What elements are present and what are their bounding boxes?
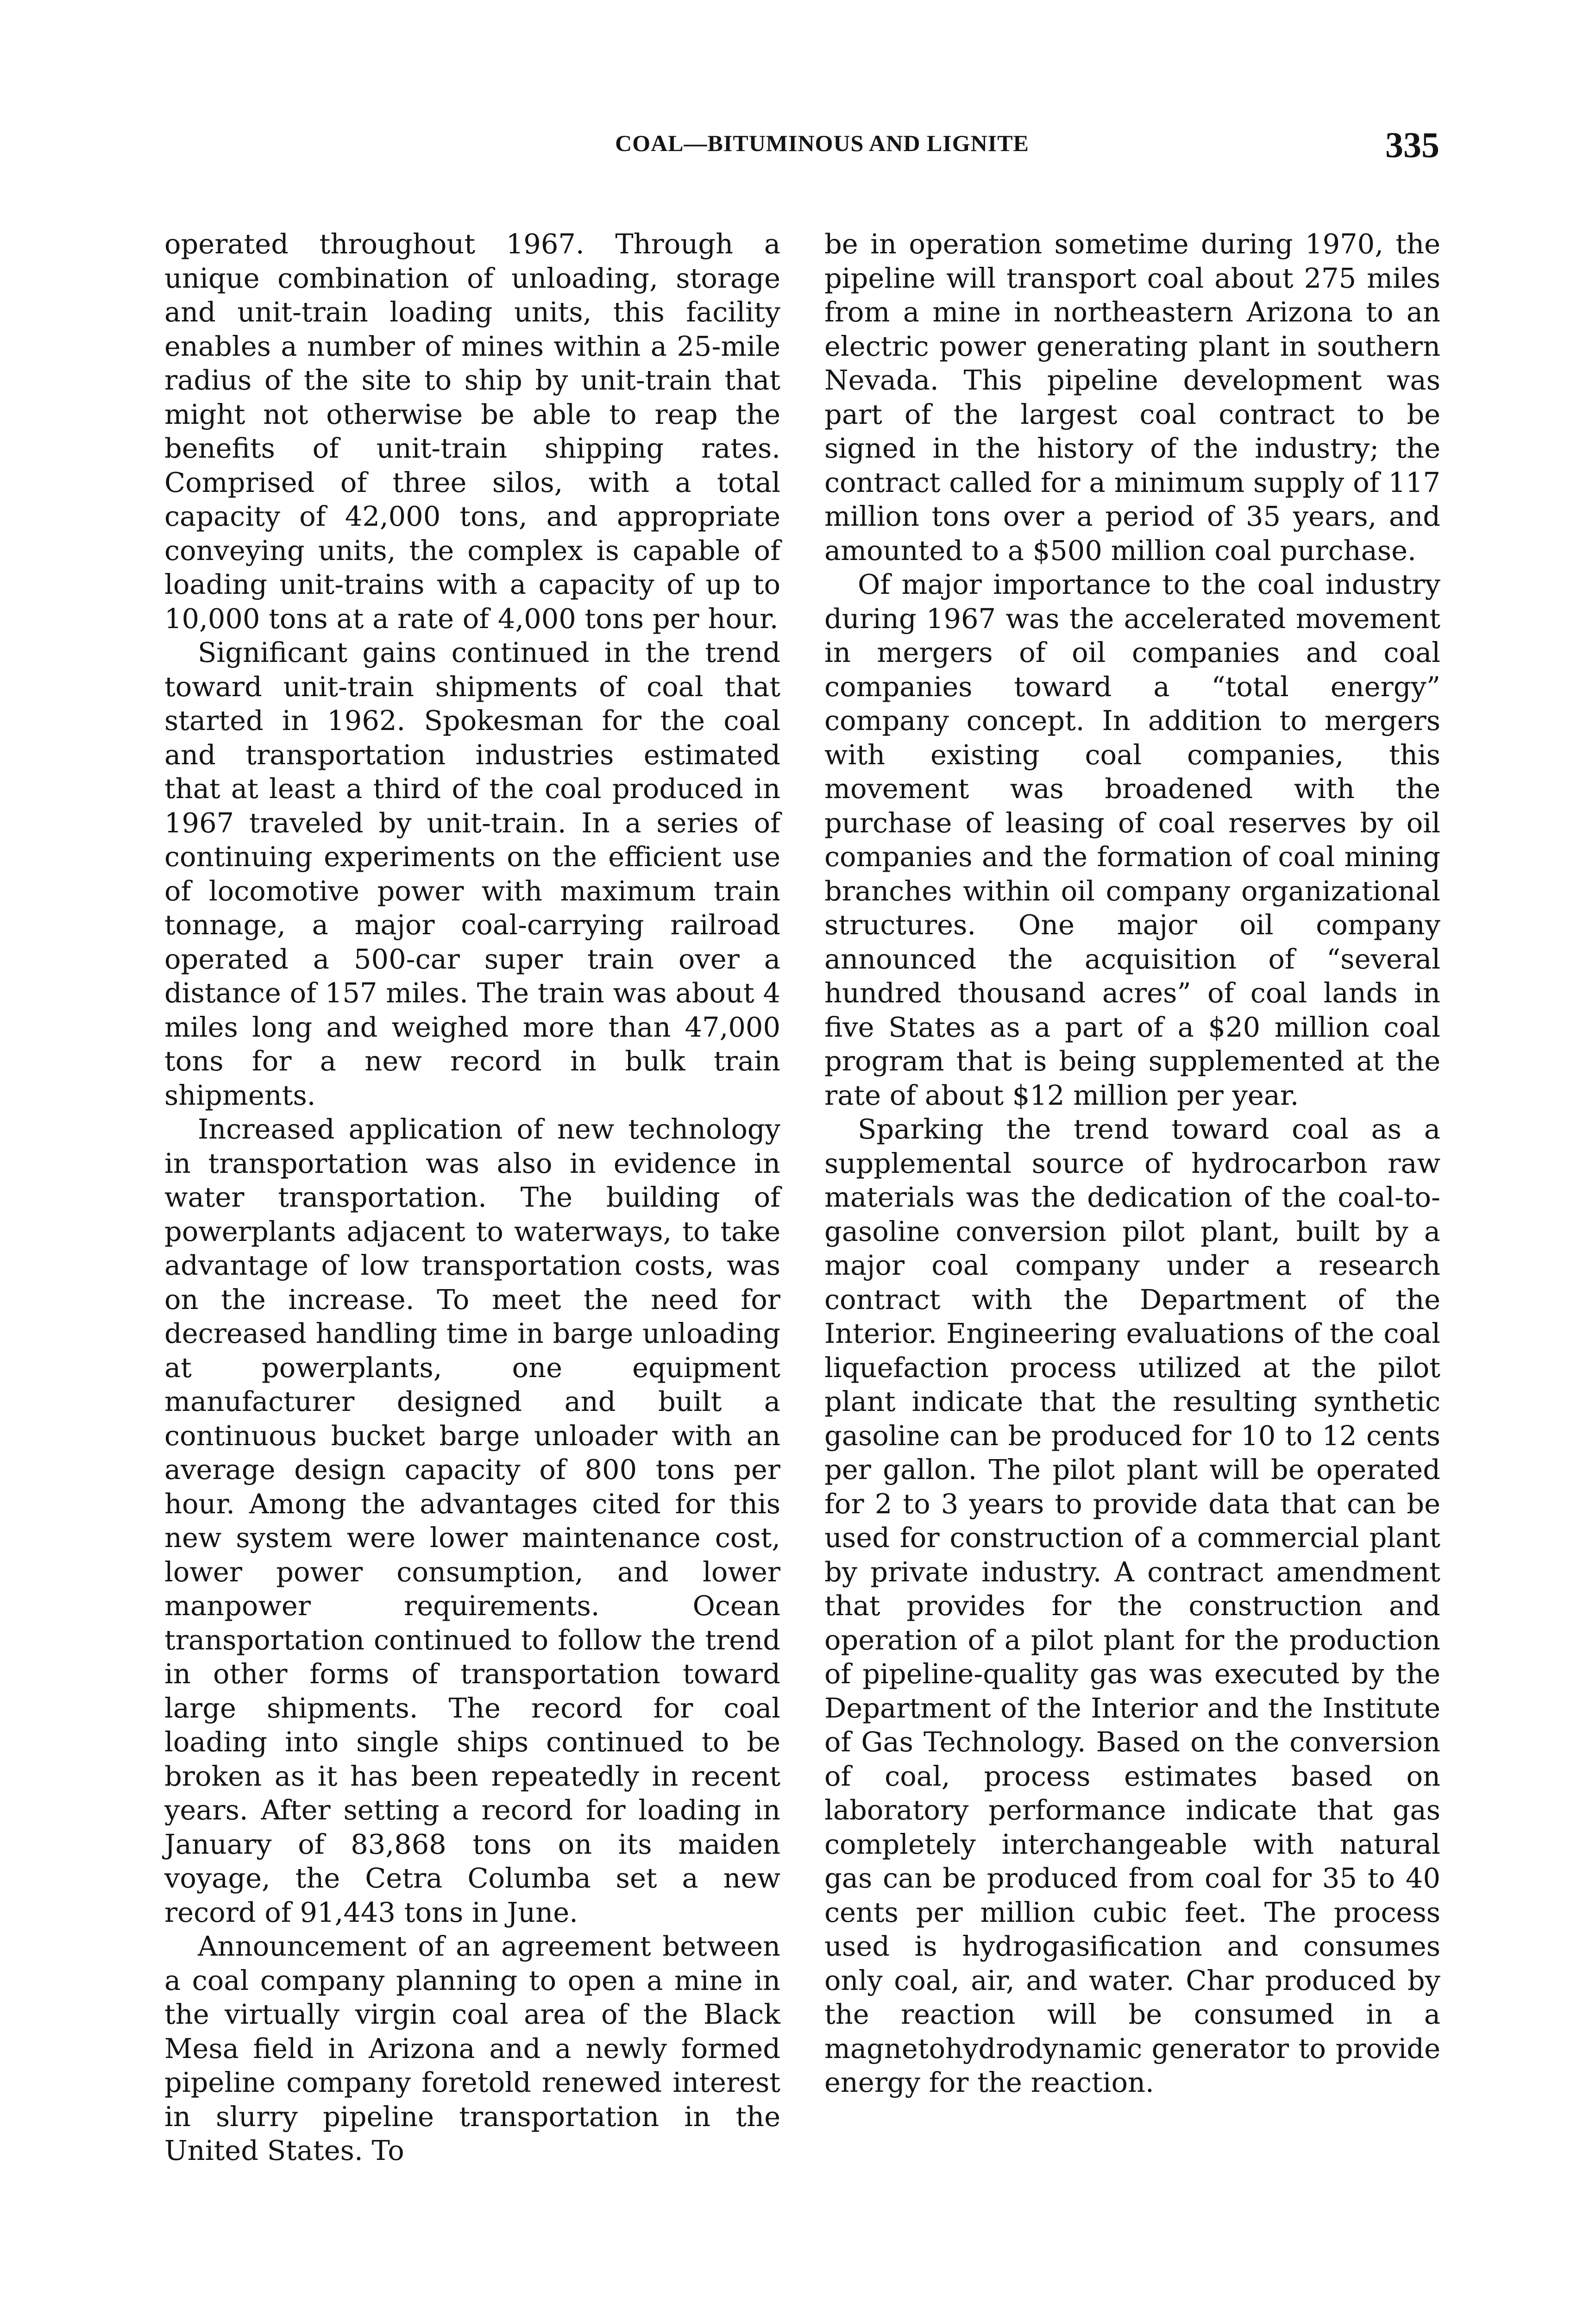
paragraph: Sparking the trend toward coal as a supplemental source of hydrocarbon raw materials was the dedication of the coal-to-gasoline conversion pilot plant, built by a major coal company under a research contract with the Department of the Interior. Engineering evaluations of the coal liquefaction process utilized at the pilot plant indicate that the resulting synthetic gasoline can be produced for 10 to 12 cents per gallon. The pilot plant will be operated for 2 to 3 years to provide data that can be used for construction of a commercial plant by private industry. A contract amendment that provides for the construction and operation of a pilot plant for the production of pipeline-quality gas was executed by the Department of the Interior and the Institute of Gas Technology. Based on the conversion of coal, process estimates based on laboratory performance indicate that gas completely interchangeable with natural gas can be produced from coal for 35 to 40 cents per million cubic feet. The process used is hydrogasification and consumes only coal, air, and water. Char produced by the reaction will be consumed in a magnetohydrodynamic generator to provide energy for the reaction.	[824, 1113, 1440, 2098]
paragraph: operated throughout 1967. Through a unique combination of unloading, storage and unit-train loading units, this facility enables a number of mines within a 25-mile radius of the site to ship by unit-train that might not otherwise be able to reap the benefits of unit-train shipping rates. Comprised of three silos, with a total capacity of 42,000 tons, and appropriate conveying units, the complex is capable of loading unit-trains with a capacity of up to 10,000 tons at a rate of 4,000 tons per hour.	[164, 228, 780, 635]
paragraph: Announcement of an agreement between a coal company planning to open a mine in the virtually virgin coal area of the Black Mesa field in Arizona and a newly formed pipeline company foretold renewed interest in slurry pipeline transportation in the United States. To	[164, 1930, 780, 2166]
paragraph: Significant gains continued in the trend toward unit-train shipments of coal that started in 1962. Spokesman for the coal and transportation industries estimated that at least a third of the coal produced in 1967 traveled by unit-train. In a series of continuing experiments on the efficient use of locomotive power with maximum train tonnage, a major coal-carrying railroad operated a 500-car super train over a distance of 157 miles. The train was about 4 miles long and weighed more than 47,000 tons for a new record in bulk train shipments.	[164, 636, 780, 1111]
running-head: COAL—BITUMINOUS AND LIGNITE	[615, 130, 1029, 156]
right-column	[824, 227, 1440, 2100]
paragraph: Of major importance to the coal industry during 1967 was the accelerated movement in mergers of oil companies and coal companies toward a “total energy” company concept. In addition to mergers with existing coal companies, this movement was broadened with the purchase of leasing of coal reserves by oil companies and the formation of coal mining branches within oil company organizational structures. One major oil company announced the acquisition of “several hundred thousand acres” of coal lands in five States as a part of a $20 million coal program that is being supplemented at the rate of about $12 million per year.	[824, 568, 1440, 1111]
page-number: 335	[1385, 125, 1439, 165]
paragraph: be in operation sometime during 1970, the pipeline will transport coal about 275 miles from a mine in northeastern Arizona to an electric power generating plant in southern Nevada. This pipeline development was part of the largest coal contract to be signed in the history of the industry; the contract called for a minimum supply of 117 million tons over a period of 35 years, and amounted to a $500 million coal purchase.	[824, 228, 1440, 566]
left-column	[164, 227, 780, 2168]
paragraph: Increased application of new technology in transportation was also in evidence in water transportation. The building of powerplants adjacent to waterways, to take advantage of low transportation costs, was on the increase. To meet the need for decreased handling time in barge unloading at powerplants, one equipment manufacturer designed and built a continuous bucket barge unloader with an average design capacity of 800 tons per hour. Among the advantages cited for this new system were lower maintenance cost, lower power consumption, and lower manpower requirements. Ocean transportation continued to follow the trend in other forms of transportation toward large shipments. The record for coal loading into single ships continued to be broken as it has been repeatedly in recent years. After setting a record for loading in January of 83,868 tons on its maiden voyage, the Cetra Columba set a new record of 91,443 tons in June.	[164, 1113, 780, 1928]
